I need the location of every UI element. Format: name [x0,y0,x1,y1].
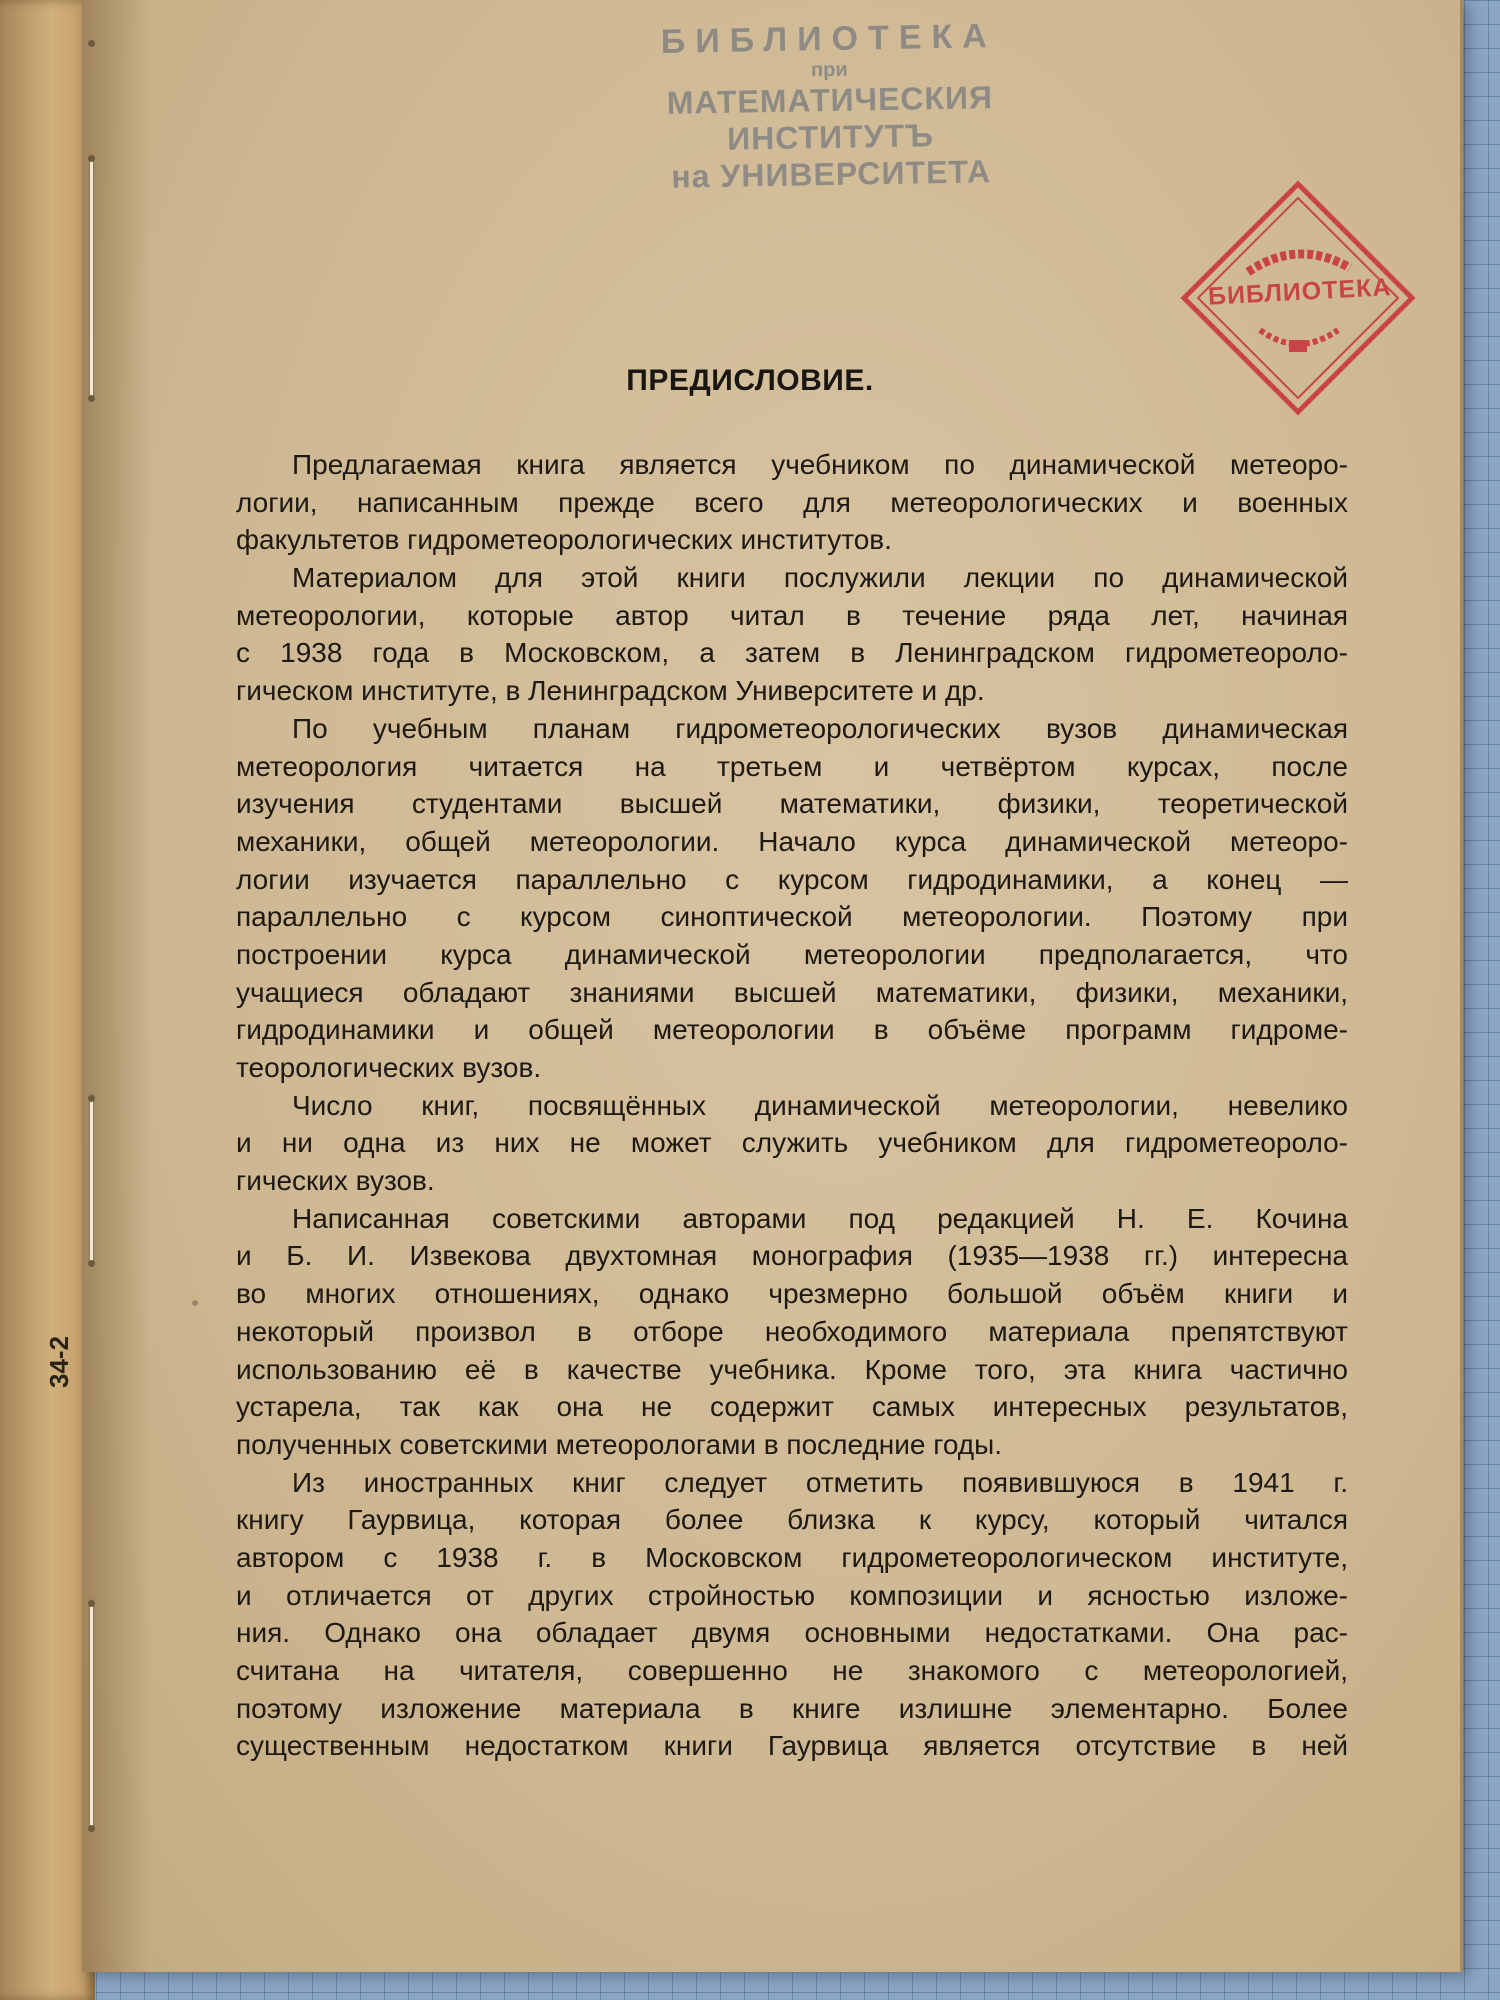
text-line: Предлагаемая книга является учебником по динамической метеоро- [292,449,1348,480]
text-line: использованию её в качестве учебника. Кроме того, эта книга частично [236,1353,1348,1385]
text-line: По учебным планам гидрометеорологических вузов динамическая [292,712,1348,744]
text-line: построении курса динамической метеорологии предполагается, что [236,938,1348,970]
text-line: книгу Гаурвица, которая более близка к курсу, который читался [236,1504,1348,1536]
text-line: метеорология читается на третьем и четвёртом курсах, после [236,750,1348,782]
binding-hole [88,1095,95,1102]
margin-page-number: 34-2 [44,1335,74,1388]
stamp-line: МАТЕМАТИЧЕСКИЯ ИНСТИТУТЪ [666,79,994,157]
binding-hole [88,1825,95,1832]
text-line: логии, написанным прежде всего для метеорологических и военных [236,486,1348,518]
text-line: логии изучается параллельно с курсом гидродинамики, а конец — [236,863,1348,895]
text-line: считана на читателя, совершенно не знакомого с метеорологией, [236,1655,1348,1686]
text-line: поэтому изложение материала в книге излишне элементарно. Более [236,1692,1348,1724]
binding-stitch [90,1095,93,1265]
stamp-line: БИБЛИОТЕКА [660,17,998,61]
facing-page-edge [0,0,95,2000]
text-line: факультетов гидрометеорологических институтов. [236,524,892,556]
text-line: гических вузов. [236,1165,435,1197]
text-line: механики, общей метеорологии. Начало курса динамической метеоро- [236,825,1348,857]
text-line: гидродинамики и общей метеорологии в объёме программ гидроме- [236,1014,1348,1046]
library-stamp-faded [559,15,1102,197]
text-line: устарела, так как она не содержит самых интересных результатов, [236,1391,1348,1423]
binding-stitch [90,1600,93,1830]
text-line: во многих отношениях, однако чрезмерно большой объём книги и [236,1278,1348,1310]
binding-hole [88,1600,95,1607]
text-line: некоторый произвол в отборе необходимого материала препятствуют [236,1315,1348,1347]
binding-hole [88,40,95,47]
page-title: ПРЕДИСЛОВИЕ. [626,364,874,397]
text-line: Из иностранных книг следует отметить появившуюся в 1941 г. [292,1466,1348,1498]
stamp-line: при [810,58,848,82]
preface-text [236,446,1348,1765]
text-line: полученных советскими метеорологами в последние годы. [236,1428,1003,1460]
text-line: теорологических вузов. [236,1052,542,1083]
text-line: и ни одна из них не может служить учебником для гидрометеороло- [236,1127,1348,1159]
text-line: Число книг, посвящённых динамической метеорологии, невелико [292,1089,1348,1121]
text-line: учащиеся обладают знаниями высшей математики, физики, механики, [236,976,1348,1008]
text-line: существенным недостатком книги Гаурвица является отсутствие в ней [236,1730,1348,1762]
stamp-line: на УНИВЕРСИТЕТА [671,153,992,195]
paper-speck [192,1300,198,1306]
text-line: и отличается от других стройностью композиции и ясностью изложе- [236,1579,1348,1611]
text-line: параллельно с курсом синоптической метеорологии. Поэтому при [236,901,1348,933]
binding-hole [88,155,95,162]
text-line: изучения студентами высшей математики, физики, теоретической [236,788,1348,820]
text-line: автором с 1938 г. в Московском гидрометеорологическом институте, [236,1541,1348,1573]
binding-hole [88,1260,95,1267]
text-line: Материалом для этой книги послужили лекции по динамической [292,562,1348,594]
text-line: с 1938 года в Московском, а затем в Ленинградском гидрометеороло- [236,637,1348,669]
text-line: Написанная советскими авторами под редакцией Н. Е. Кочина [292,1202,1348,1234]
text-line: гическом институте, в Ленинградском Университете и др. [236,675,985,707]
stamp-red-label: БИБЛИОТЕКА [1207,273,1393,311]
text-line: ния. Однако она обладает двумя основными недостатками. Она рас- [236,1617,1348,1649]
text-line: метеорологии, которые автор читал в течение ряда лет, начиная [236,599,1348,631]
text-line: и Б. И. Извекова двухтомная монография (1935—1938 гг.) интересна [236,1240,1348,1272]
